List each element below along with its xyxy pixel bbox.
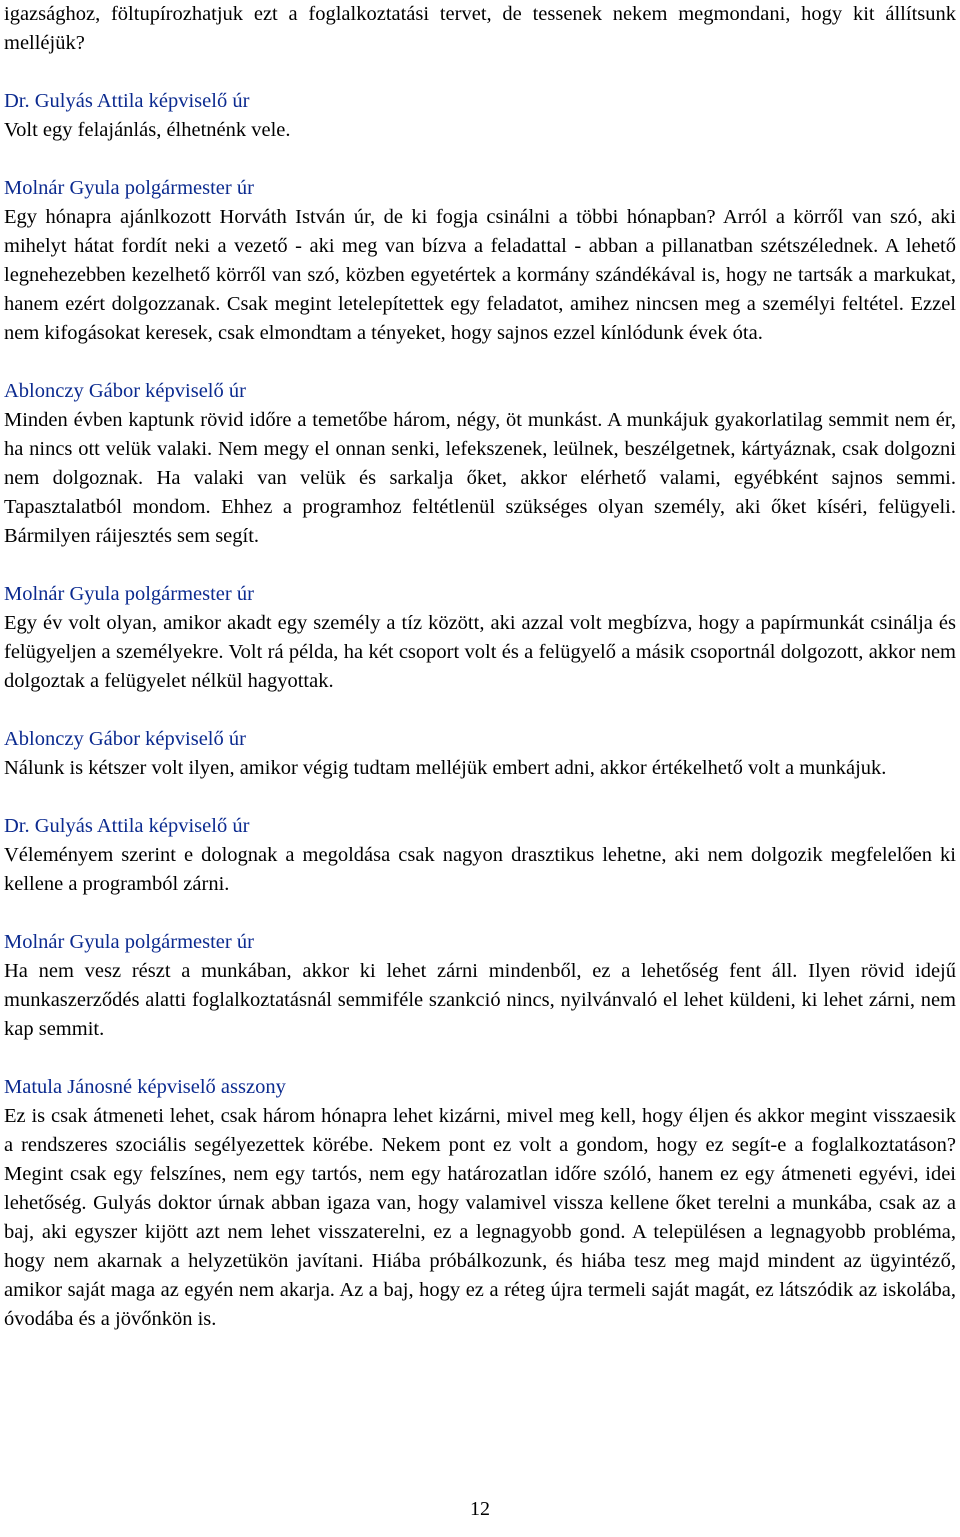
speaker-name: Ablonczy Gábor képviselő úr (4, 380, 246, 402)
speech-block (4, 377, 956, 551)
speech-block (4, 1073, 956, 1334)
speaker-name: Molnár Gyula polgármester úr (4, 583, 254, 605)
speech-text: Minden évben kaptunk rövid időre a temetőbe három, négy, öt munkást. A munkájuk gyakorlatilag semmit nem ér, ha nincs ott velük valaki. Nem megy el onnan senki, lefekszenek, leülnek, beszélgetnek, kártyáznak, csak dolgozni nem dolgoznak. Ha valaki van velük és sarkalja őket, akkor elérhető valami, egyébként sajnos semmi. Tapasztalatból mondom. Ehhez a programhoz feltétlenül szükséges olyan személy, aki őket kíséri, felügyeli. Bármilyen ráijesztés sem segít. (4, 409, 956, 547)
speech-text: Egy év volt olyan, amikor akadt egy személy a tíz között, aki azzal volt megbízva, hogy a papírmunkát csinálja és felügyeljen a személyekre. Volt rá példa, ha két csoport volt és a felügyelő a másik csoportnál dolgozott, akkor nem dolgoztak a felügyelet nélkül hagyottak. (4, 612, 956, 692)
page-number: 12 (470, 1498, 490, 1520)
speech-block-continuation (4, 0, 956, 58)
speech-text: Nálunk is kétszer volt ilyen, amikor végig tudtam melléjük embert adni, akkor értékelhető volt a munkájuk. (4, 757, 887, 779)
speech-text: Volt egy felajánlás, élhetnénk vele. (4, 119, 291, 141)
speaker-name: Dr. Gulyás Attila képviselő úr (4, 90, 250, 112)
speech-block (4, 580, 956, 696)
speech-block (4, 812, 956, 899)
speaker-name: Matula Jánosné képviselő asszony (4, 1076, 286, 1098)
speech-block (4, 174, 956, 348)
speech-block (4, 87, 956, 145)
speaker-name: Molnár Gyula polgármester úr (4, 931, 254, 953)
speech-text: Egy hónapra ajánlkozott Horváth István úr, de ki fogja csinálni a többi hónapban? Arról a körről van szó, aki mihelyt hátat fordít neki a vezető - aki meg van bízva a feladattal - abban a pillanatban szétszélednek. A lehető legnehezebben kezelhető körről van szó, közben egyetértek a kormány szándékával is, hogy ne tartsák a markukat, hanem ezért dolgozzanak. Csak megint letelepítettek egy feladatot, amihez nincsen meg a személyi feltétel. Ezzel nem kifogásokat keresek, csak elmondtam a tényeket, hogy sajnos ezzel kínlódunk évek óta. (4, 206, 956, 344)
speech-text: Ha nem vesz részt a munkában, akkor ki lehet zárni mindenből, ez a lehetőség fent áll. Ilyen rövid idejű munkaszerződés alatti foglalkoztatásnál semmiféle szankció nincs, nyilvánvaló el lehet küldeni, ki lehet zárni, nem kap semmit. (4, 960, 956, 1040)
speech-text: Véleményem szerint e dolognak a megoldása csak nagyon drasztikus lehetne, aki nem dolgozik megfelelően ki kellene a programból zárni. (4, 844, 956, 895)
speech-block (4, 928, 956, 1044)
speaker-name: Ablonczy Gábor képviselő úr (4, 728, 246, 750)
speech-block (4, 725, 956, 783)
speech-text: Ez is csak átmeneti lehet, csak három hónapra lehet kizárni, mivel meg kell, hogy éljen és akkor megint visszaesik a rendszeres szociális segélyezettek körébe. Nekem pont ez volt a gondom, hogy ez segít-e a foglalkoztatáson? Megint csak egy felszínes, nem egy tartós, nem egy határozatlan időre szóló, hanem ez egy átmeneti egyévi, idei lehetőség. Gulyás doktor úrnak abban igaza van, hogy valamivel vissza kellene őket terelni a munkába, csak az a baj, aki egyszer kijött azt nem lehet visszaterelni, ez a legnagyobb gond. A településen a legnagyobb probléma, hogy nem akarnak a helyzetükön javítani. Hiába próbálkozunk, és hiába tesz meg majd mindent az ügyintéző, amikor saját maga az egyén nem akarja. Az a baj, hogy ez a réteg újra termeli saját magát, ez látszódik az iskolába, óvodába és a jövőnkön is. (4, 1105, 956, 1330)
speaker-name: Dr. Gulyás Attila képviselő úr (4, 815, 250, 837)
document-page (4, 0, 956, 1363)
speech-text: igazsághoz, föltupírozhatjuk ezt a foglalkoztatási tervet, de tessenek nekem megmondani, hogy kit állítsunk melléjük? (4, 3, 956, 54)
speaker-name: Molnár Gyula polgármester úr (4, 177, 254, 199)
